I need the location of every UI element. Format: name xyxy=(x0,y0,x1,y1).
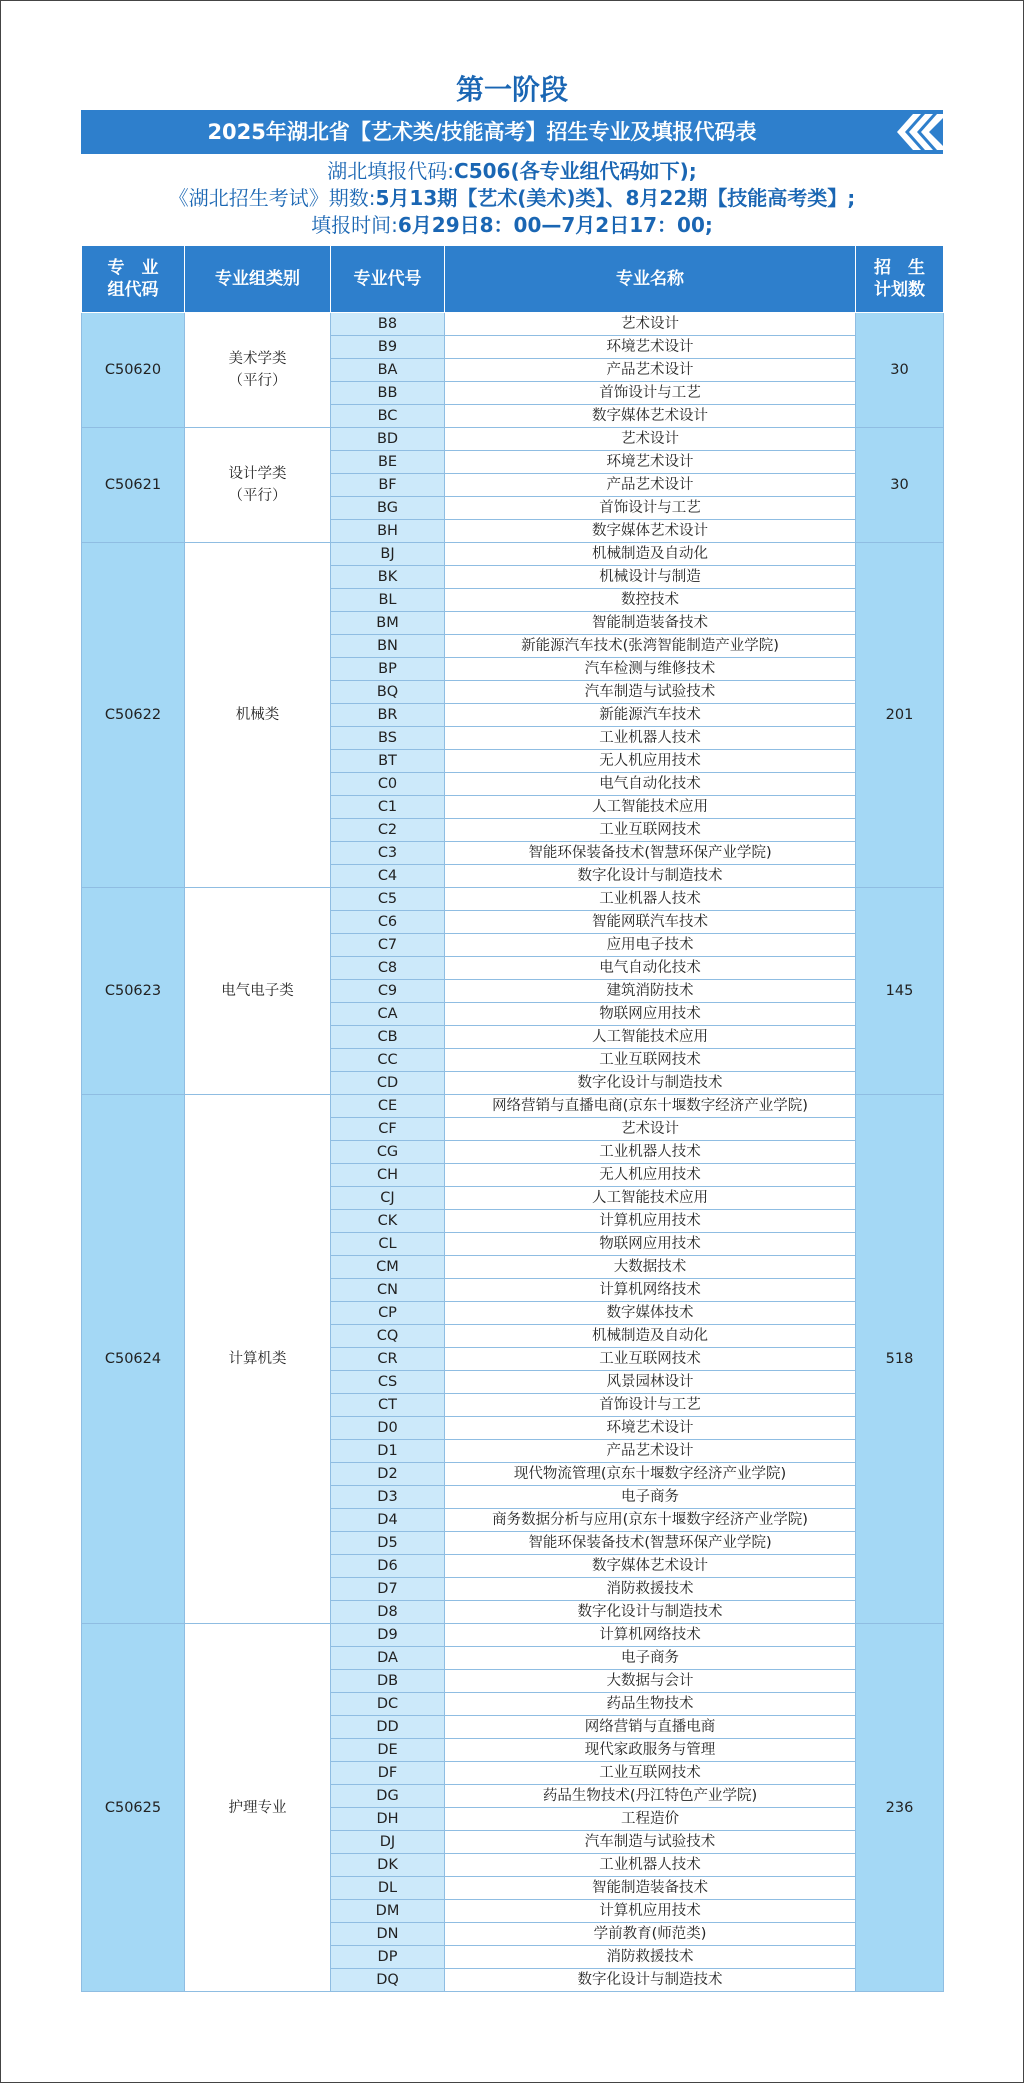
major-name-cell: 智能制造装备技术 xyxy=(445,612,856,635)
major-name-cell: 首饰设计与工艺 xyxy=(445,382,856,405)
category-cell xyxy=(185,1095,331,1624)
major-name-cell: 现代物流管理(京东十堰数字经济产业学院) xyxy=(445,1463,856,1486)
major-name-cell: 风景园林设计 xyxy=(445,1371,856,1394)
plan-count-cell: 30 xyxy=(856,428,944,543)
major-name-cell: 数控技术 xyxy=(445,589,856,612)
info-block xyxy=(81,158,943,239)
major-code-cell: DF xyxy=(331,1762,445,1785)
category-cell xyxy=(185,428,331,543)
major-code-cell: CM xyxy=(331,1256,445,1279)
major-code-cell: D0 xyxy=(331,1417,445,1440)
major-code-cell: B9 xyxy=(331,336,445,359)
group-code-cell: C50621 xyxy=(82,428,185,543)
major-name-cell: 智能网联汽车技术 xyxy=(445,911,856,934)
major-name-cell: 商务数据分析与应用(京东十堰数字经济产业学院) xyxy=(445,1509,856,1532)
major-code-cell: C7 xyxy=(331,934,445,957)
major-name-cell: 数字媒体艺术设计 xyxy=(445,1555,856,1578)
major-name-cell: 机械设计与制造 xyxy=(445,566,856,589)
major-name-cell: 艺术设计 xyxy=(445,428,856,451)
category-cell xyxy=(185,543,331,888)
plan-count-cell: 30 xyxy=(856,313,944,428)
major-code-cell: D1 xyxy=(331,1440,445,1463)
header-major-name: 专业名称 xyxy=(445,246,856,313)
major-name-cell: 工业机器人技术 xyxy=(445,727,856,750)
major-code-cell: BB xyxy=(331,382,445,405)
major-name-cell: 环境艺术设计 xyxy=(445,336,856,359)
major-name-cell: 机械制造及自动化 xyxy=(445,543,856,566)
major-code-cell: DL xyxy=(331,1877,445,1900)
major-name-cell: 环境艺术设计 xyxy=(445,451,856,474)
major-name-cell: 应用电子技术 xyxy=(445,934,856,957)
major-name-cell: 新能源汽车技术 xyxy=(445,704,856,727)
header-plan: 招 生 计划数 xyxy=(856,246,944,313)
group-code-cell: C50622 xyxy=(82,543,185,888)
info-label: 填报时间: xyxy=(311,213,398,237)
major-name-cell: 艺术设计 xyxy=(445,1118,856,1141)
major-name-cell: 人工智能技术应用 xyxy=(445,1187,856,1210)
major-name-cell: 计算机网络技术 xyxy=(445,1624,856,1647)
header-category: 专业组类别 xyxy=(185,246,331,313)
major-code-cell: DM xyxy=(331,1900,445,1923)
major-code-cell: DJ xyxy=(331,1831,445,1854)
major-code-cell: C4 xyxy=(331,865,445,888)
major-name-cell: 人工智能技术应用 xyxy=(445,1026,856,1049)
category-cell xyxy=(185,313,331,428)
major-name-cell: 电气自动化技术 xyxy=(445,957,856,980)
major-code-cell: CG xyxy=(331,1141,445,1164)
major-name-cell: 电子商务 xyxy=(445,1647,856,1670)
major-name-cell: 数字化设计与制造技术 xyxy=(445,1601,856,1624)
major-code-cell: B8 xyxy=(331,313,445,336)
document xyxy=(81,72,943,1992)
major-code-cell: DC xyxy=(331,1693,445,1716)
major-code-cell: CC xyxy=(331,1049,445,1072)
major-name-cell: 智能环保装备技术(智慧环保产业学院) xyxy=(445,842,856,865)
major-name-cell: 网络营销与直播电商 xyxy=(445,1716,856,1739)
major-code-cell: BE xyxy=(331,451,445,474)
major-name-cell: 药品生物技术(丹江特色产业学院) xyxy=(445,1785,856,1808)
major-name-cell: 数字化设计与制造技术 xyxy=(445,1072,856,1095)
plan-count-cell: 201 xyxy=(856,543,944,888)
plan-count-cell: 236 xyxy=(856,1624,944,1992)
table-row xyxy=(82,543,944,566)
major-name-cell: 工业互联网技术 xyxy=(445,1348,856,1371)
major-code-cell: CF xyxy=(331,1118,445,1141)
category-label: 设计学类 xyxy=(228,466,287,482)
banner-title: 2025年湖北省【艺术类/技能高考】招生专业及填报代码表 xyxy=(207,120,757,144)
major-code-cell: DG xyxy=(331,1785,445,1808)
major-name-cell: 工业互联网技术 xyxy=(445,1049,856,1072)
major-code-cell: DB xyxy=(331,1670,445,1693)
major-name-cell: 首饰设计与工艺 xyxy=(445,1394,856,1417)
major-code-cell: C9 xyxy=(331,980,445,1003)
major-name-cell: 计算机应用技术 xyxy=(445,1900,856,1923)
major-table xyxy=(81,245,944,1992)
major-name-cell: 数字媒体艺术设计 xyxy=(445,520,856,543)
major-name-cell: 首饰设计与工艺 xyxy=(445,497,856,520)
major-code-cell: DP xyxy=(331,1946,445,1969)
major-name-cell: 工业机器人技术 xyxy=(445,1141,856,1164)
major-code-cell: CD xyxy=(331,1072,445,1095)
major-code-cell: CE xyxy=(331,1095,445,1118)
major-name-cell: 智能制造装备技术 xyxy=(445,1877,856,1900)
major-code-cell: D9 xyxy=(331,1624,445,1647)
major-code-cell: CP xyxy=(331,1302,445,1325)
major-code-cell: CR xyxy=(331,1348,445,1371)
major-code-cell: CH xyxy=(331,1164,445,1187)
major-name-cell: 工业机器人技术 xyxy=(445,1854,856,1877)
major-code-cell: DK xyxy=(331,1854,445,1877)
info-value: 5月13期【艺术(美术)类】、8月22期【技能高考类】; xyxy=(375,186,856,210)
banner xyxy=(81,110,943,154)
major-code-cell: DD xyxy=(331,1716,445,1739)
major-code-cell: BN xyxy=(331,635,445,658)
table-row xyxy=(82,1095,944,1118)
major-name-cell: 网络营销与直播电商(京东十堰数字经济产业学院) xyxy=(445,1095,856,1118)
info-value: 6月29日8：00—7月2日17：00; xyxy=(397,213,713,237)
major-name-cell: 药品生物技术 xyxy=(445,1693,856,1716)
major-code-cell: D4 xyxy=(331,1509,445,1532)
category-cell xyxy=(185,888,331,1095)
major-code-cell: BA xyxy=(331,359,445,382)
major-name-cell: 数字媒体技术 xyxy=(445,1302,856,1325)
category-note: （平行） xyxy=(228,488,287,504)
major-code-cell: CT xyxy=(331,1394,445,1417)
major-code-cell: CL xyxy=(331,1233,445,1256)
plan-count-cell: 518 xyxy=(856,1095,944,1624)
major-code-cell: BM xyxy=(331,612,445,635)
major-code-cell: BQ xyxy=(331,681,445,704)
major-code-cell: DE xyxy=(331,1739,445,1762)
major-name-cell: 产品艺术设计 xyxy=(445,474,856,497)
major-code-cell: CJ xyxy=(331,1187,445,1210)
category-label: 电气电子类 xyxy=(221,983,294,999)
category-label: 美术学类 xyxy=(228,351,287,367)
major-name-cell: 建筑消防技术 xyxy=(445,980,856,1003)
major-code-cell: C0 xyxy=(331,773,445,796)
table-row xyxy=(82,888,944,911)
stage-title: 第一阶段 xyxy=(455,73,568,106)
major-code-cell: BC xyxy=(331,405,445,428)
major-code-cell: BK xyxy=(331,566,445,589)
major-code-cell: D5 xyxy=(331,1532,445,1555)
major-name-cell: 大数据与会计 xyxy=(445,1670,856,1693)
major-code-cell: BG xyxy=(331,497,445,520)
major-code-cell: CA xyxy=(331,1003,445,1026)
major-name-cell: 数字化设计与制造技术 xyxy=(445,865,856,888)
info-line-issue xyxy=(81,185,943,212)
major-code-cell: DN xyxy=(331,1923,445,1946)
category-label: 机械类 xyxy=(235,707,280,723)
info-value: C506(各专业组代码如下); xyxy=(454,159,697,183)
info-label: 《湖北招生考试》期数: xyxy=(168,186,376,210)
info-line-code xyxy=(81,158,943,185)
major-name-cell: 环境艺术设计 xyxy=(445,1417,856,1440)
major-code-cell: DQ xyxy=(331,1969,445,1992)
major-code-cell: CN xyxy=(331,1279,445,1302)
major-name-cell: 计算机应用技术 xyxy=(445,1210,856,1233)
major-code-cell: BP xyxy=(331,658,445,681)
category-note: （平行） xyxy=(228,373,287,389)
major-name-cell: 数字媒体艺术设计 xyxy=(445,405,856,428)
major-code-cell: BJ xyxy=(331,543,445,566)
major-name-cell: 工业互联网技术 xyxy=(445,819,856,842)
major-code-cell: D3 xyxy=(331,1486,445,1509)
table-row xyxy=(82,1624,944,1647)
group-code-cell: C50623 xyxy=(82,888,185,1095)
major-name-cell: 学前教育(师范类) xyxy=(445,1923,856,1946)
major-code-cell: BF xyxy=(331,474,445,497)
major-name-cell: 无人机应用技术 xyxy=(445,1164,856,1187)
major-code-cell: C6 xyxy=(331,911,445,934)
group-code-cell: C50620 xyxy=(82,313,185,428)
major-name-cell: 电气自动化技术 xyxy=(445,773,856,796)
info-label: 湖北填报代码: xyxy=(327,159,455,183)
category-label: 护理专业 xyxy=(228,1799,287,1816)
major-name-cell: 计算机网络技术 xyxy=(445,1279,856,1302)
table-row xyxy=(82,313,944,336)
major-name-cell: 工程造价 xyxy=(445,1808,856,1831)
major-name-cell: 无人机应用技术 xyxy=(445,750,856,773)
major-name-cell: 物联网应用技术 xyxy=(445,1003,856,1026)
major-code-cell: BL xyxy=(331,589,445,612)
major-code-cell: CB xyxy=(331,1026,445,1049)
category-cell xyxy=(185,1624,331,1992)
major-code-cell: D7 xyxy=(331,1578,445,1601)
major-code-cell: BR xyxy=(331,704,445,727)
major-code-cell: C8 xyxy=(331,957,445,980)
major-name-cell: 消防救援技术 xyxy=(445,1946,856,1969)
major-name-cell: 产品艺术设计 xyxy=(445,1440,856,1463)
info-line-time xyxy=(81,212,943,239)
major-code-cell: C2 xyxy=(331,819,445,842)
major-name-cell: 工业机器人技术 xyxy=(445,888,856,911)
major-code-cell: CK xyxy=(331,1210,445,1233)
group-code-cell: C50625 xyxy=(82,1624,185,1992)
group-code-cell: C50624 xyxy=(82,1095,185,1624)
major-code-cell: DH xyxy=(331,1808,445,1831)
major-name-cell: 大数据技术 xyxy=(445,1256,856,1279)
major-name-cell: 汽车制造与试验技术 xyxy=(445,681,856,704)
major-code-cell: BH xyxy=(331,520,445,543)
major-code-cell: D6 xyxy=(331,1555,445,1578)
major-name-cell: 机械制造及自动化 xyxy=(445,1325,856,1348)
major-name-cell: 物联网应用技术 xyxy=(445,1233,856,1256)
major-name-cell: 新能源汽车技术(张湾智能制造产业学院) xyxy=(445,635,856,658)
major-name-cell: 现代家政服务与管理 xyxy=(445,1739,856,1762)
major-code-cell: C5 xyxy=(331,888,445,911)
table-header-row xyxy=(82,246,944,313)
major-name-cell: 电子商务 xyxy=(445,1486,856,1509)
major-code-cell: CS xyxy=(331,1371,445,1394)
major-code-cell: D8 xyxy=(331,1601,445,1624)
major-name-cell: 工业互联网技术 xyxy=(445,1762,856,1785)
major-name-cell: 消防救援技术 xyxy=(445,1578,856,1601)
major-code-cell: CQ xyxy=(331,1325,445,1348)
table-row xyxy=(82,428,944,451)
major-code-cell: BT xyxy=(331,750,445,773)
major-code-cell: D2 xyxy=(331,1463,445,1486)
category-label: 计算机类 xyxy=(228,1351,287,1367)
major-name-cell: 艺术设计 xyxy=(445,313,856,336)
major-code-cell: BD xyxy=(331,428,445,451)
header-major-code: 专业代号 xyxy=(331,246,445,313)
major-code-cell: C3 xyxy=(331,842,445,865)
plan-count-cell: 145 xyxy=(856,888,944,1095)
major-name-cell: 汽车制造与试验技术 xyxy=(445,1831,856,1854)
major-name-cell: 智能环保装备技术(智慧环保产业学院) xyxy=(445,1532,856,1555)
major-code-cell: BS xyxy=(331,727,445,750)
major-code-cell: C1 xyxy=(331,796,445,819)
major-name-cell: 人工智能技术应用 xyxy=(445,796,856,819)
header-group-code: 专 业 组代码 xyxy=(82,246,185,313)
major-name-cell: 汽车检测与维修技术 xyxy=(445,658,856,681)
major-code-cell: DA xyxy=(331,1647,445,1670)
major-name-cell: 产品艺术设计 xyxy=(445,359,856,382)
major-name-cell: 数字化设计与制造技术 xyxy=(445,1969,856,1992)
chevrons-icon xyxy=(883,110,943,154)
